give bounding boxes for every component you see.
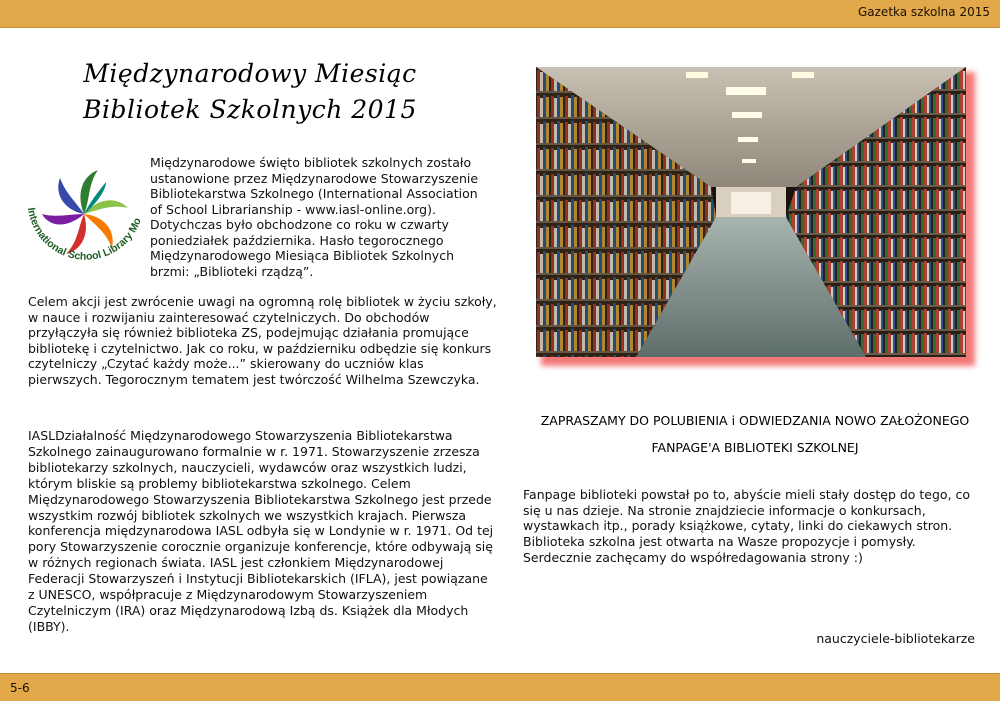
article-paragraph-1: Międzynarodowe święto bibliotek szkolnych zostało ustanowione przez Międzynarodowe Stowarzyszenie Bibliotekarstwa Szkolnego (International Association of School Librarianship - www.iasl-online.org). Dotychczas było obchodzone co roku w czwarty poniedziałek października. Hasło tegorocznego Międzynarodowego Miesiąca Bibliotek Szkolnych brzmi: „Biblioteki rządzą”. xyxy=(150,155,479,279)
invite-line-1: ZAPRASZAMY DO POLUBIENIA i ODWIEDZANIA NOWO ZAŁOŻONEGO xyxy=(540,413,970,428)
invite-line-2: FANPAGE'A BIBLIOTEKI SZKOLNEJ xyxy=(651,440,859,455)
international-school-library-month-logo-icon xyxy=(20,156,150,286)
bottom-footer-bar xyxy=(0,673,1000,701)
logo-text: International School Library Mo xyxy=(25,206,144,263)
article-paragraph-3: IASLDziałalność Międzynarodowego Stowarzyszenia Bibliotekarstwa Szkolnego zainaugurowano formalnie w r. 1971. Stowarzyszenie zrzesza bibliotekarzy szkolnych, nauczycieli, wydawców oraz wszystkich ludzi, którym bliskie są problemy bibliotekarstwa szkolnego. Celem Międzynarodowego Stowarzyszenia Bibliotekarstwa Szkolnego jest przede wszystkim rozwój bibliotek szkolnych we wszystkich krajach. Pierwsza konferencja międzynarodowa IASL odbyła się w Londynie w r. 1971. Od tej pory Stowarzyszenie corocznie organizuje konferencje, które odbywają się w różnych regionach świata. IASL jest członkiem Międzynarodowej Federacji Stowarzyszeń i Instytucji Bibliotekarskich (IFLA), jest powiązane z UNESCO, współpracuje z Międzynarodowym Stowarzyszeniem Czytelniczym (IRA) oraz Międzynarodową Izbą ds. Książek dla Młodych (IBBY). xyxy=(28,428,494,634)
library-bookshelves-photo-icon xyxy=(536,67,966,357)
page-number: 5-6 xyxy=(10,681,30,695)
article-paragraph-2: Celem akcji jest zwrócenie uwagi na ogromną rolę bibliotek w życiu szkoły, w nauce i rozwijaniu zainteresować czytelniczych. Do obchodów przyłączyła się również biblioteka ZS, podejmując działania promujące bibliotekę i czytelnictwo. Jak co roku, w październiku odbędzie się konkurs czytelniczy „Czytać każdy może...” skierowany do uczniów klas pierwszych. Tegorocznym tematem jest twórczość Wilhelma Szewczyka. xyxy=(28,294,497,387)
header-label: Gazetka szkolna 2015 xyxy=(857,5,990,19)
fanpage-invitation xyxy=(520,407,990,461)
svg-text:International School Library M xyxy=(20,156,144,263)
fanpage-paragraph: Fanpage biblioteki powstał po to, abyście mieli stały dostęp do tego, co się u nas dzieje. Na stronie znajdziecie informacje o konkursach, wystawkach itp., porady książkowe, cytaty, linki do ciekawych stron. Biblioteka szkolna jest otwarta na Wasze propozycje i pomysły. Serdecznie zachęcamy do współredagowania strony :) xyxy=(523,487,971,565)
signature: nauczyciele-bibliotekarze xyxy=(816,631,975,646)
top-header-bar xyxy=(0,0,1000,28)
page-title: Międzynarodowy Miesiąc Bibliotek Szkolnych 2015 xyxy=(83,59,417,124)
